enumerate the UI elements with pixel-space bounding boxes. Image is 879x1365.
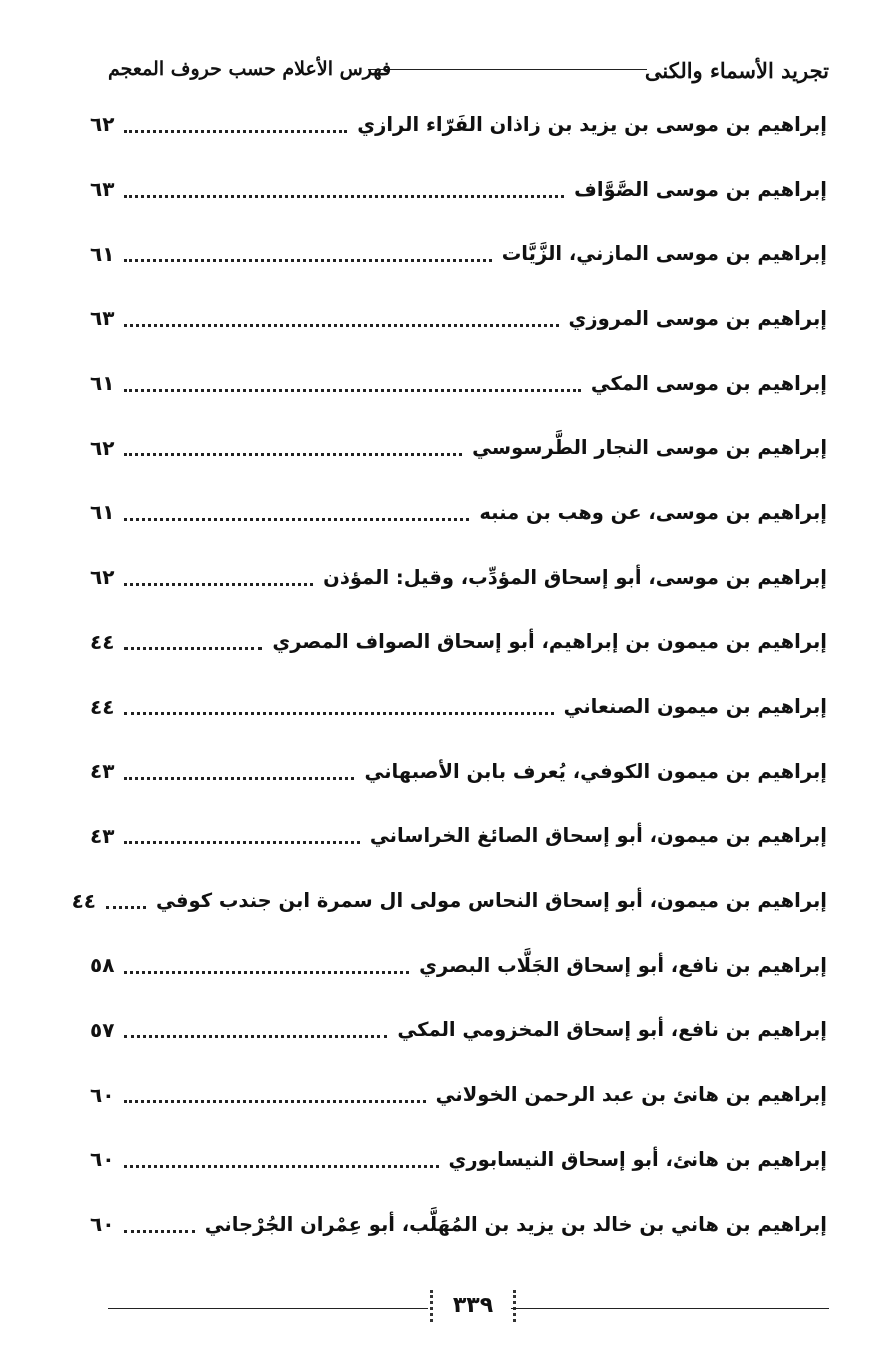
dot-leader (124, 195, 564, 198)
index-entries (71, 92, 827, 1256)
index-entry (90, 739, 827, 804)
index-entry (90, 545, 827, 610)
entry-name: إبراهيم بن موسى، أبو إسحاق المؤدِّب، وقيل: المؤذن (323, 565, 827, 589)
entry-name: إبراهيم بن ميمون، أبو إسحاق الصائغ الخراساني (369, 824, 827, 848)
entry-page: ٤٤ (71, 888, 96, 913)
index-entry (71, 868, 827, 933)
entry-name: إبراهيم بن موسى النجار الطَّرسوسي (472, 436, 827, 460)
dot-leader (124, 777, 354, 780)
entry-name: إبراهيم بن ميمون بن إبراهيم، أبو إسحاق الصواف المصري (272, 630, 827, 654)
entry-name: إبراهيم بن موسى الصَّوَّاف (574, 177, 827, 201)
entry-page: ٤٣ (90, 759, 115, 784)
dot-leader (124, 130, 347, 133)
index-entry (90, 933, 827, 998)
dot-leader (124, 1230, 194, 1233)
entry-name: إبراهيم بن موسى، عن وهب بن منبه (479, 500, 827, 524)
entry-page: ٦١ (90, 241, 115, 266)
entry-page: ٤٤ (90, 629, 115, 654)
entry-name: إبراهيم بن نافع، أبو إسحاق الجَلَّاب البصري (419, 953, 827, 977)
index-entry (90, 480, 827, 545)
entry-page: ٦٢ (90, 565, 115, 590)
entry-page: ٥٨ (90, 953, 115, 978)
index-entry (90, 1062, 827, 1127)
dot-leader (124, 583, 313, 586)
index-entry (90, 998, 827, 1063)
page-footer (108, 1288, 829, 1328)
entry-page: ٦٣ (90, 306, 115, 331)
dot-leader (124, 324, 558, 327)
entry-page: ٥٧ (90, 1017, 115, 1042)
entry-name: إبراهيم بن ميمون الصنعاني (563, 695, 827, 719)
index-entry (90, 1192, 827, 1257)
entry-page: ٦٢ (90, 435, 115, 460)
index-entry (90, 92, 827, 157)
entry-page: ٦٠ (90, 1082, 115, 1107)
entry-page: ٦٢ (90, 112, 115, 137)
entry-page: ٦١ (90, 500, 115, 525)
index-entry (90, 674, 827, 739)
entry-name: إبراهيم بن موسى المروزي (568, 306, 827, 330)
index-entry (90, 351, 827, 416)
entry-page: ٦٠ (90, 1212, 115, 1237)
entry-page: ٦١ (90, 371, 115, 396)
dot-leader (124, 1165, 438, 1168)
dot-leader (124, 1035, 387, 1038)
section-title: فهرس الأعلام حسب حروف المعجم (108, 58, 392, 80)
dot-leader (106, 906, 146, 909)
entry-name: إبراهيم بن نافع، أبو إسحاق المخزومي المكي (397, 1018, 827, 1042)
dot-leader (124, 712, 553, 715)
index-entry (90, 804, 827, 869)
entry-name: إبراهيم بن ميمون، أبو إسحاق النحاس مولى ال سمرة ابن جندب كوفي (155, 889, 827, 913)
entry-page: ٦٣ (90, 177, 115, 202)
entry-page: ٤٤ (90, 694, 115, 719)
entry-name: إبراهيم بن ميمون الكوفي، يُعرف بابن الأصبهاني (364, 759, 827, 783)
dot-leader (124, 389, 580, 392)
entry-name: إبراهيم بن موسى بن يزيد بن زاذان الفَرّاء الرازي (357, 112, 827, 136)
header-rule (368, 69, 647, 70)
page-header (108, 58, 829, 92)
index-entry (90, 610, 827, 675)
book-title: تجريد الأسماء والكنى (644, 58, 829, 83)
index-entry (90, 1127, 827, 1192)
index-entry (90, 415, 827, 480)
footer-rule-left (108, 1308, 428, 1309)
footer-rule-right (511, 1308, 829, 1309)
entry-name: إبراهيم بن موسى المكي (590, 371, 827, 395)
entry-page: ٦٠ (90, 1147, 115, 1172)
page-number: ٣٣٩ (430, 1290, 516, 1322)
dot-leader (124, 971, 409, 974)
dot-leader (124, 841, 359, 844)
dot-leader (124, 259, 491, 262)
dot-leader (124, 518, 469, 521)
index-entry (90, 286, 827, 351)
entry-name: إبراهيم بن هانئ، أبو إسحاق النيسابوري (448, 1147, 827, 1171)
index-entry (90, 157, 827, 222)
index-entry (90, 221, 827, 286)
entry-name: إبراهيم بن موسى المازني، الزَّيَّات (501, 242, 827, 266)
entry-name: إبراهيم بن هاني بن خالد بن يزيد بن المُهَلَّب، أبو عِمْران الجُرْجاني (204, 1212, 827, 1236)
entry-page: ٤٣ (90, 823, 115, 848)
dot-leader (124, 1100, 425, 1103)
dot-leader (124, 647, 262, 650)
dot-leader (124, 453, 462, 456)
entry-name: إبراهيم بن هانئ بن عبد الرحمن الخولاني (435, 1083, 827, 1107)
